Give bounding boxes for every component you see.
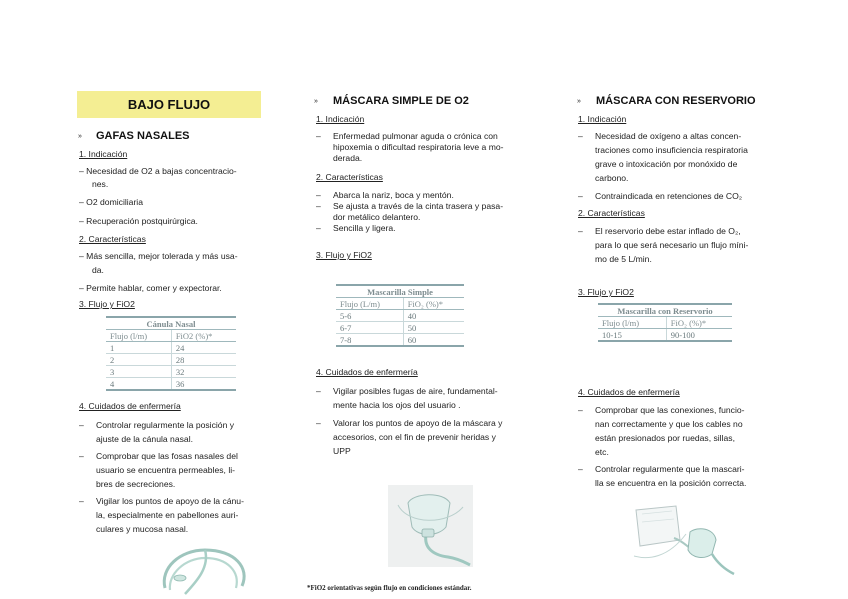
table-row xyxy=(336,334,464,347)
dash: – xyxy=(578,131,583,141)
c2-s3-title: 3. Flujo y FiO2 xyxy=(316,250,372,260)
simple-mask-image xyxy=(388,485,473,567)
c2-s4-line: accesorios, con el fin de prevenir heridas y xyxy=(333,432,496,442)
c3-s3-title: 3. Flujo y FiO2 xyxy=(578,287,634,297)
c1-s4-title: 4. Cuidados de enfermería xyxy=(79,401,181,411)
table-header: FiO₂ (%)* xyxy=(666,317,732,329)
c2-s1-line: derada. xyxy=(333,153,363,163)
table-cell: 28 xyxy=(171,354,236,366)
c1-s4-line: Comprobar que las fosas nasales del xyxy=(96,451,238,461)
c1-s1-line: – O2 domiciliaria xyxy=(79,197,143,207)
c2-s4-line: Valorar los puntos de apoyo de la máscara y xyxy=(333,418,503,428)
dash: – xyxy=(316,386,321,396)
dash: – xyxy=(79,496,84,506)
table-cell: 1 xyxy=(106,342,171,354)
c3-s4-line: están presionados por ruedas, sillas, xyxy=(595,433,735,443)
c3-s2-line: El reservorio debe estar inflado de O₂, xyxy=(595,226,741,236)
c2-s2-line: Sencilla y ligera. xyxy=(333,223,396,233)
c2-s4-line: mente hacia los ojos del usuario . xyxy=(333,400,461,410)
reservoir-mask-image xyxy=(628,498,738,578)
table-row xyxy=(336,322,464,334)
table-cell: 40 xyxy=(403,310,464,322)
table-row xyxy=(106,366,236,378)
table-cell: 36 xyxy=(171,378,236,391)
table-row xyxy=(598,329,732,342)
nasal-cannula-image xyxy=(150,538,260,596)
c3-s4-line: lla se encuentra en la posición correcta. xyxy=(595,478,747,488)
banner-text: BAJO FLUJO xyxy=(127,97,211,112)
bullet-icon: » xyxy=(314,98,318,105)
c2-s2-line: Se ajusta a través de la cinta trasera y pasa- xyxy=(333,201,504,211)
footnote: *FiO2 orientativas según flujo en condiciones estándar. xyxy=(307,584,472,592)
dash: – xyxy=(316,418,321,428)
table-header: Flujo (l/m) xyxy=(598,317,666,329)
c1-s3-title: 3. Flujo y FiO2 xyxy=(79,299,135,309)
c1-s2-line: da. xyxy=(92,265,104,275)
c3-s4-line: Comprobar que las conexiones, funcio- xyxy=(595,405,745,415)
c1-s4-line: la, especialmente en pabellones auri- xyxy=(96,510,239,520)
dash: – xyxy=(316,201,321,211)
c2-s4-line: Vigilar posibles fugas de aire, fundamental- xyxy=(333,386,498,396)
dash: – xyxy=(578,405,583,415)
dash: – xyxy=(316,190,321,200)
c2-s1-line: hipoxemia o dificultad respiratoria leve a mo- xyxy=(333,142,504,152)
section-title-mascara-simple: MÁSCARA SIMPLE DE O2 xyxy=(333,95,469,107)
table-cell: 90-100 xyxy=(666,329,732,342)
c1-s4-line: Vigilar los puntos de apoyo de la cánu- xyxy=(96,496,244,506)
c3-s1-line: grave o intoxicación por monóxido de xyxy=(595,159,738,169)
table-canula-nasal xyxy=(106,316,236,391)
table-header: Flujo (l/m) xyxy=(106,330,171,342)
c3-s4-line: etc. xyxy=(595,447,609,457)
dash: – xyxy=(578,226,583,236)
c1-s4-line: usuario se encuentra permeables, li- xyxy=(96,465,236,475)
c1-s1-line: – Recuperación postquirúrgica. xyxy=(79,216,198,226)
table-header: Flujo (L/m) xyxy=(336,298,403,310)
table-header: FiO₂ (%)* xyxy=(403,298,464,310)
c3-s4-line: Controlar regularmente que la mascari- xyxy=(595,464,745,474)
table-cell: 2 xyxy=(106,354,171,366)
c1-s4-line: culares y mucosa nasal. xyxy=(96,524,189,534)
dash: – xyxy=(578,464,583,474)
table-cell: 3 xyxy=(106,366,171,378)
c3-s1-title: 1. Indicación xyxy=(578,114,627,124)
c3-s1-line: Necesidad de oxígeno a altas concen- xyxy=(595,131,742,141)
table-cell: 4 xyxy=(106,378,171,391)
c1-s1-line: nes. xyxy=(92,179,109,189)
c1-s4-line: ajuste de la cánula nasal. xyxy=(96,434,193,444)
c2-s2-title: 2. Características xyxy=(316,172,383,182)
section-title-gafas: GAFAS NASALES xyxy=(96,130,190,142)
dash: – xyxy=(79,420,84,430)
c1-s2-line: – Permite hablar, comer y expectorar. xyxy=(79,283,222,293)
banner-bajo-flujo xyxy=(77,91,261,118)
table-cell: 7-8 xyxy=(336,334,403,347)
dash: – xyxy=(316,131,321,141)
dash: – xyxy=(578,191,583,201)
c3-s2-line: mo de 5 L/min. xyxy=(595,254,652,264)
c2-s4-line: UPP xyxy=(333,446,351,456)
table-cell: 6-7 xyxy=(336,322,403,334)
c2-s4-title: 4. Cuidados de enfermería xyxy=(316,367,418,377)
c3-s4-title: 4. Cuidados de enfermería xyxy=(578,387,680,397)
table-cell: 5-6 xyxy=(336,310,403,322)
bullet-icon: » xyxy=(78,133,82,140)
c3-s1-line: Contraindicada en retenciones de CO₂ xyxy=(595,191,743,201)
c3-s2-line: para lo que será necesario un flujo míni- xyxy=(595,240,749,250)
table-row xyxy=(106,378,236,391)
dash: – xyxy=(79,451,84,461)
bullet-icon: » xyxy=(577,98,581,105)
c1-s2-title: 2. Características xyxy=(79,234,146,244)
c2-s2-line: dor metálico delantero. xyxy=(333,212,421,222)
table-caption: Mascarilla con Reservorio xyxy=(598,304,732,317)
c1-s1-title: 1. Indicación xyxy=(79,149,128,159)
c2-s1-line: Enfermedad pulmonar aguda o crónica con xyxy=(333,131,498,141)
c1-s4-line: bres de secreciones. xyxy=(96,479,176,489)
section-title-mascara-reservorio: MÁSCARA CON RESERVORIO xyxy=(596,95,756,107)
table-cell: 60 xyxy=(403,334,464,347)
c2-s2-line: Abarca la nariz, boca y mentón. xyxy=(333,190,454,200)
c3-s1-line: carbono. xyxy=(595,173,629,183)
table-cell: 24 xyxy=(171,342,236,354)
table-mascarilla-simple xyxy=(336,284,464,347)
table-cell: 50 xyxy=(403,322,464,334)
table-mascarilla-reservorio xyxy=(598,303,732,342)
c3-s2-title: 2. Características xyxy=(578,208,645,218)
c3-s1-line: traciones como insuficiencia respiratoria xyxy=(595,145,748,155)
table-caption: Mascarilla Simple xyxy=(336,285,464,298)
c1-s2-line: – Más sencilla, mejor tolerada y más usa- xyxy=(79,251,238,261)
c1-s4-line: Controlar regularmente la posición y xyxy=(96,420,235,430)
dash: – xyxy=(316,223,321,233)
mask-icon xyxy=(388,485,473,567)
table-cell: 32 xyxy=(171,366,236,378)
c1-s1-line: – Necesidad de O2 a bajas concentracio- xyxy=(79,166,237,176)
table-cell: 10-15 xyxy=(598,329,666,342)
table-row xyxy=(106,342,236,354)
c2-s1-title: 1. Indicación xyxy=(316,114,365,124)
table-row xyxy=(106,354,236,366)
table-row xyxy=(336,310,464,322)
c3-s4-line: nan correctamente y que los cables no xyxy=(595,419,743,429)
table-caption: Cánula Nasal xyxy=(106,317,236,330)
table-header: FiO2 (%)* xyxy=(171,330,236,342)
